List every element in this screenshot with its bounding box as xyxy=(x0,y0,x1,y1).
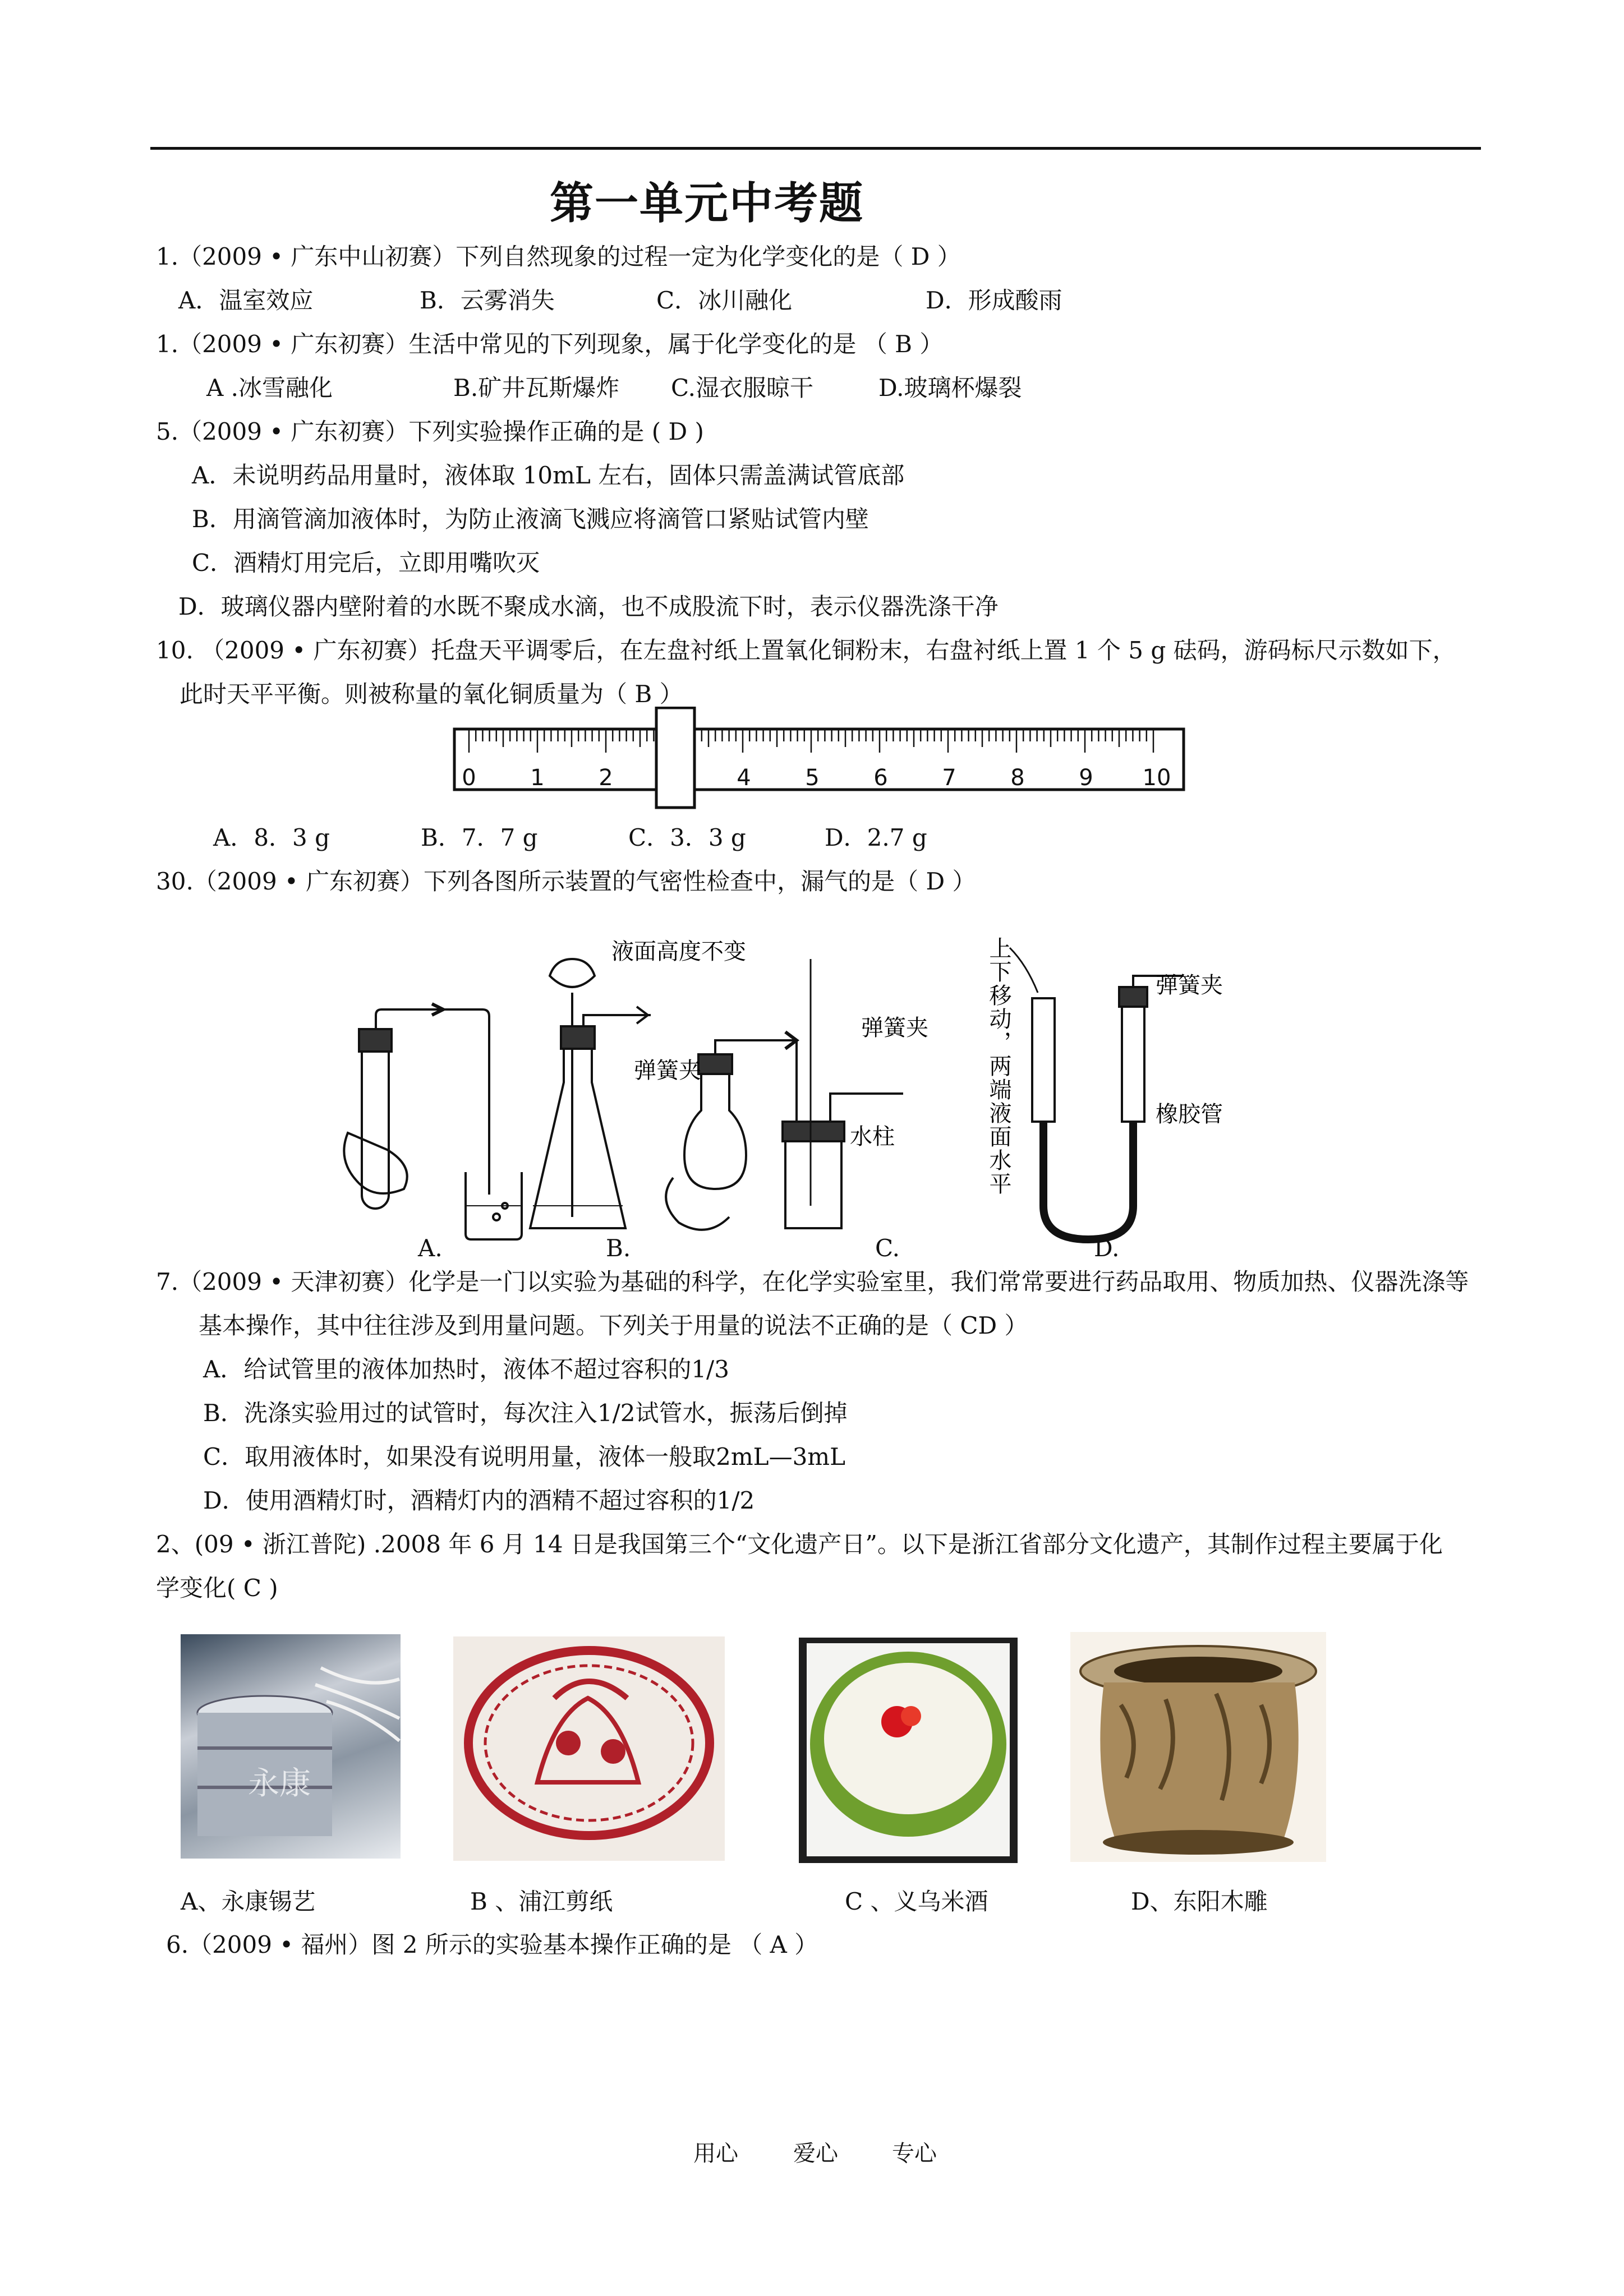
question-stem: 6.（2009 • 福州）图 2 所示的实验基本操作正确的是 （ A ） xyxy=(166,1931,818,1958)
photo-watermark: 永康 xyxy=(248,1765,311,1802)
label-level-unchanged: 液面高度不变 xyxy=(611,939,746,965)
airtightness-figures xyxy=(337,914,1290,1262)
conical-flask xyxy=(530,1032,625,1228)
option-a: A．温室效应 xyxy=(178,287,314,314)
option-d: D．形成酸雨 xyxy=(926,287,1062,314)
option-b: B．洗涤实验用过的试管时，每次注入1/2试管水，振荡后倒掉 xyxy=(203,1399,848,1427)
option-c: C．酒精灯用完后，立即用嘴吹灭 xyxy=(192,549,540,577)
question-stem: 1.（2009 • 广东中山初赛）下列自然现象的过程一定为化学变化的是（ D ） xyxy=(156,243,961,270)
ruler-label: 9 xyxy=(1079,765,1093,791)
footer-motto: 专心 xyxy=(892,2141,937,2166)
caption-d: D. xyxy=(1094,1234,1120,1262)
label-spring-clip: 弹簧夹 xyxy=(634,1058,701,1084)
right-tube xyxy=(1122,998,1144,1122)
balance-ruler-figure xyxy=(449,707,1234,819)
caption-c: C. xyxy=(875,1234,900,1262)
option-a: A．给试管里的液体加热时，液体不超过容积的1/3 xyxy=(203,1356,729,1383)
label-water-column: 水柱 xyxy=(850,1124,895,1150)
tin-craft-photo xyxy=(181,1634,401,1859)
question-stem: 5.（2009 • 广东初赛）下列实验操作正确的是 ( D ) xyxy=(156,418,704,445)
option-d: D．玻璃仪器内壁附着的水既不聚成水滴，也不成股流下时，表示仪器洗涤干净 xyxy=(178,593,999,620)
question-stem: 30.（2009 • 广东初赛）下列各图所示装置的气密性检查中，漏气的是（ D ） xyxy=(156,868,976,895)
label-rubber-tube: 橡胶管 xyxy=(1156,1101,1223,1127)
option-a: A．未说明药品用量时，液体取 10mL 左右，固体只需盖满试管底部 xyxy=(192,462,905,489)
ruler-label: 7 xyxy=(942,765,956,791)
option-b: B.矿井瓦斯爆炸 xyxy=(453,374,620,402)
option-d: D．2.7 g xyxy=(825,824,927,851)
ruler-label: 4 xyxy=(737,765,751,791)
option-b: B．云雾消失 xyxy=(420,287,555,314)
label-spring-clip: 弹簧夹 xyxy=(1156,972,1223,998)
page-title: 第一单元中考题 xyxy=(550,178,864,229)
rice-wine-photo xyxy=(799,1638,1018,1863)
label-spring-clip: 弹簧夹 xyxy=(861,1015,928,1041)
option-c: C．冰川融化 xyxy=(656,287,793,314)
rubber-tube xyxy=(1043,1122,1133,1239)
paper-cut-photo xyxy=(453,1636,725,1861)
option-b: B．用滴管滴加液体时，为防止液滴飞溅应将滴管口紧贴试管内壁 xyxy=(192,505,869,533)
option-c: C．3．3 g xyxy=(628,824,746,851)
rider-slider xyxy=(656,708,694,808)
caption-b: B. xyxy=(606,1234,631,1262)
ruler-label: 1 xyxy=(530,765,545,791)
label-move-up-down: 上下移动，两端液面水平 xyxy=(986,937,1011,1196)
option-a: A .冰雪融化 xyxy=(206,374,333,402)
question-stem-cont: 学变化( C ) xyxy=(156,1574,278,1602)
option-c: C．取用液体时，如果没有说明用量，液体一般取2mL—3mL xyxy=(203,1443,846,1470)
footer-motto: 用心 xyxy=(693,2141,738,2166)
left-tube xyxy=(1032,998,1055,1122)
test-tube xyxy=(362,1035,389,1209)
question-stem-cont: 此时天平平衡。则被称量的氧化铜质量为（ B ） xyxy=(180,680,683,708)
funnel xyxy=(550,959,595,987)
question-stem: 2、(09 • 浙江普陀) .2008 年 6 月 14 日是我国第三个“文化遗产日”。以下是浙江省部分文化遗产，其制作过程主要属于化 xyxy=(156,1530,1443,1558)
ruler-label: 2 xyxy=(599,765,613,791)
photo-caption-b: B 、浦江剪纸 xyxy=(470,1888,613,1915)
option-c: C.湿衣服晾干 xyxy=(671,374,813,402)
option-d: D．使用酒精灯时，酒精灯内的酒精不超过容积的1/2 xyxy=(203,1487,755,1514)
question-stem: 1.（2009 • 广东初赛）生活中常见的下列现象，属于化学变化的是 （ B ） xyxy=(156,330,944,358)
question-stem: 7.（2009 • 天津初赛）化学是一门以实验为基础的科学，在化学实验室里，我们常常要进行药品取用、物质加热、仪器洗涤等 xyxy=(156,1268,1469,1295)
hand xyxy=(344,1133,407,1193)
question-stem: 10. （2009 • 广东初赛）托盘天平调零后，在左盘衬纸上置氧化铜粉末，右盘衬纸上置 1 个 5 g 砝码，游码标尺示数如下， xyxy=(156,637,1456,664)
header-rule xyxy=(150,147,1481,150)
footer-motto: 爱心 xyxy=(793,2141,838,2166)
caption-a: A. xyxy=(418,1234,443,1262)
option-b: B．7．7 g xyxy=(421,824,538,851)
photo-caption-a: A、永康锡艺 xyxy=(181,1888,316,1915)
ruler-label: 0 xyxy=(462,765,476,791)
photo-caption-d: D、东阳木雕 xyxy=(1131,1888,1268,1915)
option-a: A．8．3 g xyxy=(213,824,330,851)
question-stem-cont: 基本操作，其中往往涉及到用量问题。下列关于用量的说法不正确的是（ CD ） xyxy=(199,1312,1028,1339)
ruler-label: 5 xyxy=(805,765,820,791)
option-d: D.玻璃杯爆裂 xyxy=(878,374,1022,402)
ruler-label: 6 xyxy=(873,765,888,791)
ruler-label: 10 xyxy=(1142,765,1171,791)
photo-caption-c: C 、义乌米酒 xyxy=(845,1888,988,1915)
wood-carving-photo xyxy=(1070,1632,1326,1862)
ruler-label: 8 xyxy=(1010,765,1025,791)
